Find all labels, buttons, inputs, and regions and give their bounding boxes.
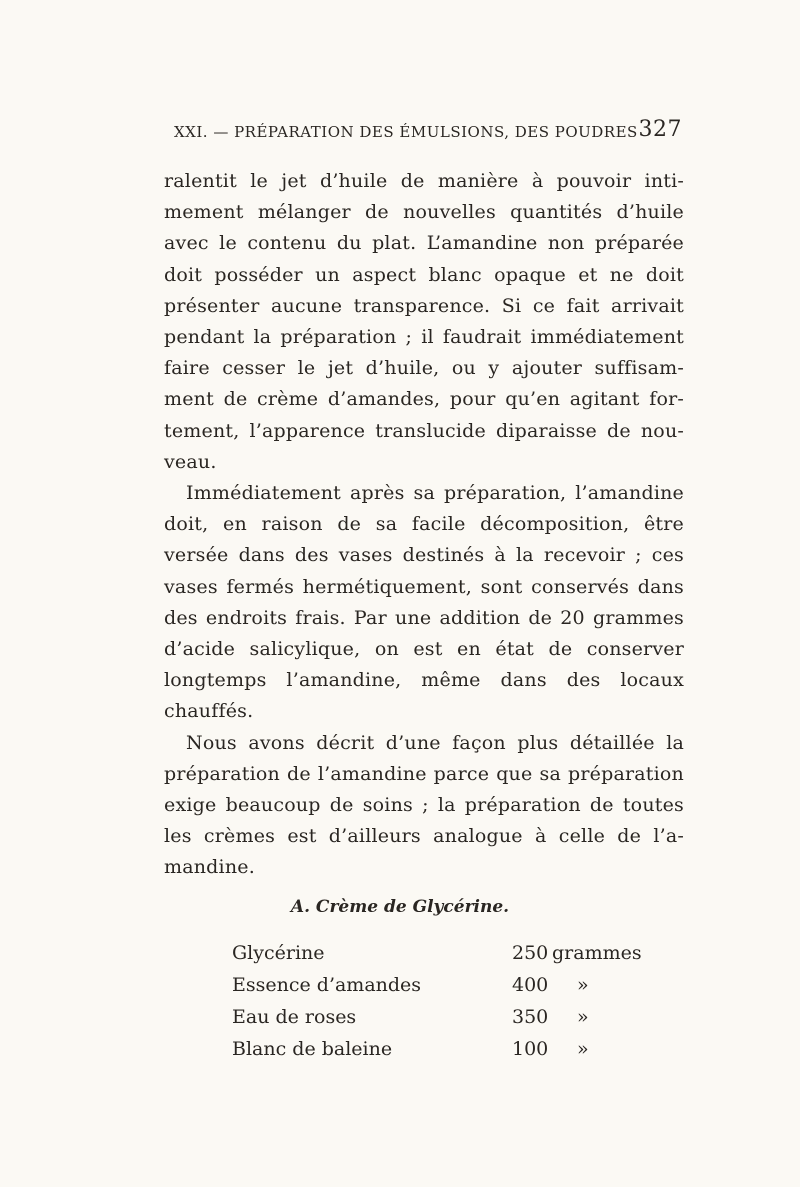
recipe-row xyxy=(232,1038,652,1070)
text-line: présenter aucune transparence. Si ce fait arrivait xyxy=(164,294,684,317)
text-line: préparation de l’amandine parce que sa préparation xyxy=(164,762,684,785)
text-line: mement mélanger de nouvelles quantités d’huile xyxy=(164,201,684,224)
text-line: ralentit le jet d’huile de manière à pouvoir inti- xyxy=(164,170,684,192)
text-line: tement, l’apparence translucide diparaisse de nou- xyxy=(164,419,684,442)
text-line: vases fermés hermétiquement, sont conservés dans xyxy=(164,575,684,598)
text-line: ment de crème d’amandes, pour qu’en agitant for- xyxy=(164,388,684,411)
text-line: d’acide salicylique, on est en état de conserver xyxy=(164,638,684,661)
ditto-mark: » xyxy=(577,1006,589,1028)
recipe-row xyxy=(232,1006,652,1038)
ditto-mark: » xyxy=(577,1038,589,1060)
ditto-mark: » xyxy=(577,974,589,996)
ingredient-qty: 400 xyxy=(512,974,549,996)
text-line: veau. xyxy=(164,450,217,473)
text-line: chauffés. xyxy=(164,700,254,723)
running-title: XXI. — PRÉPARATION DES ÉMULSIONS, DES POUDRES xyxy=(174,123,638,141)
text-line: Immédiatement après sa préparation, l’amandine xyxy=(186,482,684,505)
text-line: pendant la préparation ; il faudrait immédiatement xyxy=(164,326,684,349)
ingredient-qty: 350 xyxy=(512,1006,549,1028)
ingredient-name: Glycérine xyxy=(232,942,325,964)
text-line: doit posséder un aspect blanc opaque et ne doit xyxy=(164,263,684,286)
body-text xyxy=(164,166,684,884)
text-line: avec le contenu du plat. L’amandine non préparée xyxy=(164,232,684,255)
page-header xyxy=(160,117,682,147)
recipe-row xyxy=(232,974,652,1006)
ingredient-unit: grammes xyxy=(552,942,642,964)
recipe-table xyxy=(232,942,652,1070)
text-line: versée dans des vases destinés à la recevoir ; ces xyxy=(164,544,684,567)
recipe-row xyxy=(232,942,652,974)
ingredient-name: Eau de roses xyxy=(232,1006,357,1028)
text-line: doit, en raison de sa facile décomposition, être xyxy=(164,513,684,536)
recipe-heading: A. Crème de Glycérine. xyxy=(290,897,510,917)
text-line: les crèmes est d’ailleurs analogue à celle de l’a- xyxy=(164,825,684,848)
ingredient-qty: 100 xyxy=(512,1038,549,1060)
text-line: des endroits frais. Par une addition de 20 grammes xyxy=(164,606,684,629)
page-number: 327 xyxy=(638,117,682,142)
text-line: mandine. xyxy=(164,856,255,879)
text-line: exige beaucoup de soins ; la préparation de toutes xyxy=(164,794,684,817)
text-line: Nous avons décrit d’une façon plus détaillée la xyxy=(186,731,684,754)
ingredient-name: Blanc de baleine xyxy=(232,1038,393,1060)
text-line: faire cesser le jet d’huile, ou y ajouter suffisam- xyxy=(164,357,684,380)
ingredient-name: Essence d’amandes xyxy=(232,974,422,996)
text-line: longtemps l’amandine, même dans des locaux xyxy=(164,669,684,692)
ingredient-qty: 250 xyxy=(512,942,549,964)
